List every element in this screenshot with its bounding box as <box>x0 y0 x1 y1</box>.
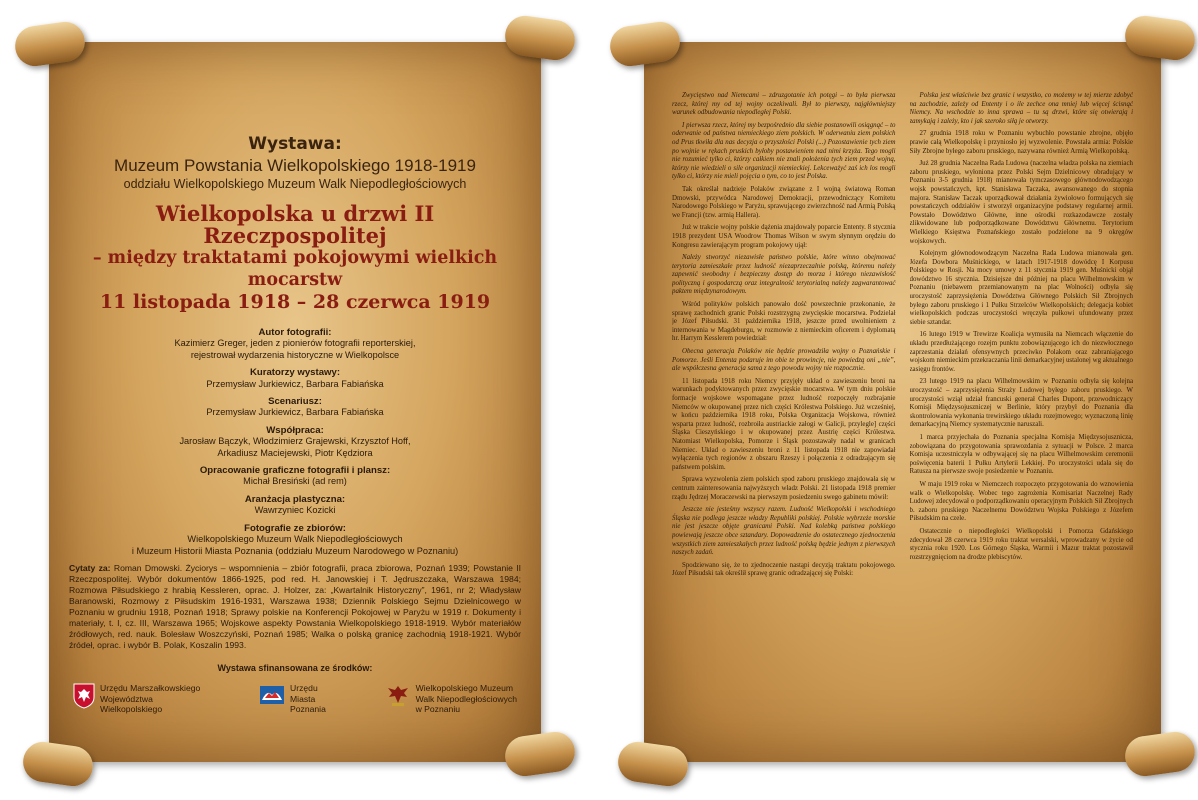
exhibition-heading: Wystawa: <box>248 134 342 154</box>
credit-script <box>69 396 521 419</box>
text-columns <box>672 92 1133 722</box>
text-column-left <box>672 92 896 722</box>
credit-line: Kazimierz Greger, jeden z pionierów fotografii reporterskiej, <box>174 338 416 349</box>
citations <box>69 563 521 651</box>
title-line-1: Wielkopolska u drzwi II Rzeczpospolitej <box>155 201 435 248</box>
paragraph: W maju 1919 roku w Niemczech rozpoczęto przygotowania do wznowienia walk o Wielkopolskę. Wobec tego zagrożenia Komisariat Naczelnej Rady Ludowej zdecydował o podporządkowaniu operacyjnym Polskich Sił Zbrojnych b. zaboru pruskiego Naczelnemu Dowództwu Wojska Polskiego z Józefem Piłsudskim na czele. <box>909 480 1133 523</box>
credit-line: Jarosław Bączyk, Włodzimierz Grajewski, Krzysztof Hoff, <box>179 436 411 447</box>
sponsor-line: Miasta <box>290 693 316 704</box>
credit-line: i Muzeum Historii Miasta Poznania (oddziału Muzeum Narodowego w Poznaniu) <box>131 545 459 556</box>
sponsor-museum <box>385 683 517 715</box>
credit-photo-collections <box>69 523 521 557</box>
paragraph: 1 marca przyjechała do Poznania specjalna Komisja Międzysojusznicza, zobowiązana do przygotowania sprawozdania z sytuacji w Polsce. 2 marca Komisja uczestniczyła w odbywającej się na placu Wilhelmowskim ceremonii poświęcenia baterii 1 Pułku Artylerii Lekkiej. Po uroczystości udała się do Ratusza na pierwsze swoje posiedzenie w Poznaniu. <box>909 433 1133 476</box>
left-poster-scroll <box>15 8 575 792</box>
parchment-sheet <box>49 42 541 762</box>
credit-label: Opracowanie graficzne fotografii i plansz: <box>199 465 391 477</box>
credit-label: Scenariusz: <box>268 396 322 408</box>
paragraph: Polska jest właściwie bez granic i wszystko, co możemy w tej mierze zdobyć na zachodzie, zależy od Ententy i o ile zechce ona mniej lub więcej ścisnąć Niemcy. Na wschodzie to inna sprawa – tu są drzwi, które się otwierają i zamykają i zależy, kto i jak szeroko siłą je otworzy. <box>909 92 1133 125</box>
paragraph: Spodziewano się, że to zjednoczenie nastąpi decyzją traktatu pokojowego. Józef Piłsudski tak określił sprawę granic odradzającej się Polski: <box>672 561 896 578</box>
paragraph: Tak określał nadzieje Polaków związane z I wojną światową Roman Dmowski, przywódca Narodowej Demokracji, przewodniczący Komitetu Narodowego Polskiego w Paryżu, sprawującego zwierzchność nad Armią Polską we Francji (tzw. armią Hallera). <box>672 185 896 219</box>
paragraph: Ostatecznie o niepodległości Wielkopolski i Pomorza Gdańskiego zdecydował 28 czerwca 1919 roku traktat wersalski, wprowadzany w życie od stycznia roku 1920. Los Górnego Śląska, Warmii i Mazur traktat pozostawił rozstrzygnięciom na drodze plebiscytów. <box>909 527 1133 561</box>
paragraph: I pierwsza rzecz, której my bezpośrednio dla siebie postanowili osiągnąć – to oderwanie od państwa niemieckiego ziem polskich. W oderwaniu ziem polskich od Prus tkwiła dla nas decyzja o przyszłości Polski (...) Pozostawienie tych ziem po wojnie w rękach pruskich byłoby postawieniem nad nimi krzyża. Tego mogli nie rozumieć tylko ci, którzy całkiem nie znali położenia tych ziem przed wojną, którzy nie wiedzieli o sile organizacji niemieckiej. Lekceważyć zaś ich los mogli tylko ci, którzy nie mieli pojęcia o tym, co to jest Polska. <box>672 121 896 181</box>
credit-line: Przemysław Jurkiewicz, Barbara Fabiańska <box>206 378 384 389</box>
paragraph: 16 lutego 1919 w Trewirze Koalicja wymusiła na Niemcach włączenie do układu przedłużającego rozejm punktu zobowiązującego ich do niezwłocznego zaprzestania działań ofensywnych przeciwko Polakom oraz zabraniającego wojskom niemieckim przekraczania linii demarkacyjnej ustalonej wg aktualnego zasięgu frontów. <box>909 331 1133 373</box>
sponsor-line: w Poznaniu <box>415 704 461 715</box>
sponsor-line: Walk Niepodległościowych <box>415 693 517 704</box>
sponsor-name <box>290 683 326 715</box>
sponsor-line: Poznania <box>290 704 326 715</box>
paragraph: Zwycięstwo nad Niemcami – zdruzgotanie ich potęgi – to była pierwsza rzecz, której my od tej wojny oczekiwali. Był to pierwszy, najgłówniejszy warunek odbudowania niepodległej Polski. <box>672 92 896 117</box>
credit-arrangement <box>69 494 521 517</box>
sponsor-logos <box>69 683 521 715</box>
credit-curators <box>69 367 521 390</box>
citations-text: Roman Dmowski. Życiorys – wspomnienia – zbiór fotografii, praca zbiorowa, Poznań 1939; Powstanie II Rzeczpospolitej. Wybór dokumentów 1866-1925, pod red. H. Janowskiej i T. Jędruszczaka, Warszawa 1984; Rozmowa Piłsudskiego z hrabią Kessleren, oprac. J. Holzer, za: „Kwartalnik Historyczny”, 1961, nr 2; Władysław Baranowski, Rozmowy z Piłsudskim 1916-1931, Warszawa 1938; Dziennik Polskiego Sejmu Dzielnicowego w Poznaniu w grudniu 1918, Poznań 1918; Sprawy polskie na Konferencji Pokojowej w Paryżu w 1919 r. Dokumenty i materiały, t. I, cz. III, Warszawa 1965; Wojskowe aspekty Powstania Wielkopolskiego 1918-1919. Wybór materiałów źródłowych, red. nauk. Bolesław Woszczyński, Poznań 1985; Walka o polską granicę zachodnią 1918-1921. Wybór źródeł, oprac. i wybór B. Polak, Koszalin 1993. <box>69 562 522 650</box>
museum-eagle-icon <box>385 683 411 707</box>
credit-label: Współpraca: <box>266 424 324 436</box>
paragraph: Sprawa wyzwolenia ziem polskich spod zaboru pruskiego znajdowała się w centrum zainteresowania najwyższych władz Polski. 21 listopada 1918 premier rządu Jędrzej Moraczewski na pierwszym posiedzeniu swego gabinetu mówił: <box>672 476 896 501</box>
paragraph: Obecna generacja Polaków nie będzie prowadziła wojny o Poznańskie i Pomorze. Jeśli Ententa podaruje im obie te prowincje, nie powiedzą oni „nie”, ale współczesna generacja sama z tego powodu wojny nie rozpocznie. <box>672 348 896 373</box>
sponsor-name <box>416 683 517 715</box>
title-line-2: – między traktatami pokojowymi wielkich mocarstw <box>92 248 498 290</box>
poznan-city-logo-icon <box>259 683 285 707</box>
title-line-3: 11 listopada 1918 – 28 czerwca 1919 <box>99 291 491 313</box>
sponsor-line: Wielkopolskiego Muzeum <box>415 682 514 693</box>
paragraph: Kolejnym głównodowodzącym Naczelna Rada Ludowa mianowała gen. Józefa Dowbora Muśnickiego, w latach 1917-1918 dowódcę I Korpusu Polskiego w Rosji. Na mocy umowy z 11 stycznia 1919 gen. Muśnicki objął dowództwo 16 stycznia. Dzisiejsze dni później na placu Wilhelmowskim w Poznaniu (niebawem przemianowanym na plac Wolności) odbyła się uroczystość zaprzysiężenia Dowództwa Głównego Polskich Sił Zbrojnych byłego zaboru pruskiego i 1 Pułku Strzelców Wielkopolskich; delegacja kobiet wielkopolskich podczas uroczystości wręczyła pułkowi ufundowany przez siebie sztandar. <box>909 250 1133 326</box>
credit-label: Aranżacja plastyczna: <box>244 493 346 505</box>
paragraph: 23 lutego 1919 na placu Wilhelmowskim w Poznaniu odbyła się kolejna uroczystość – zaprzysiężenia Straży Ludowej byłego zaboru pruskiego. W uroczystości wziął udział francuski generał Charles Dupont, przewodniczący Komisji Międzysojuszniczej w Berlinie, który przybył do Poznania dla skontrolowania wykonania trewirskiego układu rozejmowego; wyznaczoną linię demarkacyjną Niemcy systematycznie naruszali. <box>909 378 1133 429</box>
citations-label: Cytaty za: <box>69 562 111 573</box>
paragraph: 27 grudnia 1918 roku w Poznaniu wybuchło powstanie zbrojne, objęło prawie całą Wielkopolskę i przyniosło jej wyzwolenie. Powstała armia: Polskie Siły Zbrojne byłego zaboru pruskiego, nazywana również Armią Wielkopolską. <box>909 130 1133 155</box>
paragraph: Wśród polityków polskich panowało dość powszechnie przekonanie, że sprawę zachodnich granic Polski rozstrzygną zwycięskie mocarstwa. Podzielał je Józef Piłsudski. 31 października 1918, jeszcze przed uwolnieniem z internowania w Magdeburgu, w rozmowie z niemieckim oficerem i dyplomatą hr. Harrym Kesslerem powiedział: <box>672 301 896 343</box>
sponsor-city-poznan <box>259 683 326 715</box>
credit-line: Michał Bresiński (ad rem) <box>243 476 347 487</box>
paragraph: Już 28 grudnia Naczelna Rada Ludowa (naczelna władza polska na ziemiach zaboru pruskiego, wyłoniona przez Polski Sejm Dzielnicowy obradujący w Poznaniu 3-5 grudnia 1918) mianowała tymczasowego głównodowodzącego wojsk powstańczych, kpt. Stanisława Taczaka, awansowanego do stopnia majora. Stanisław Taczak uporządkował działania żywiołowo formujących się powstańczych oddziałów i stworzył organizacyjne podstawy regularnej armii. Powstało Dowództwo Główne, inne ośrodki rozkazodawcze zostały zlikwidowane lub podporządkowane Dowództwu Głównemu. Terytorium Wielkiego Księstwa Poznańskiego zostało podzielone na 9 okręgów wojskowych. <box>909 160 1133 245</box>
parchment-sheet <box>644 42 1161 762</box>
credit-line: Przemysław Jurkiewicz, Barbara Fabiańska <box>206 407 384 418</box>
eagle-shield-icon <box>73 683 95 709</box>
paragraph: Jeszcze nie jesteśmy wszyscy razem. Ludność Wielkopolski i wschodniego Śląska nie podlega jeszcze władzy Republiki polskiej. Polskie wybrzeże morskie nie jest jeszcze objęte granicami Polski. Nad kolebką państwa polskiego powiewają jeszcze obce sztandary. Dopowadzenie do ostatecznego zjednoczenia wszystkich ziem zamieszkałych przez ludność polską będzie jednym z pierwszych naszych zadań. <box>672 506 896 557</box>
paragraph: Już w trakcie wojny polskie dążenia znajdowały poparcie Ententy. 8 stycznia 1918 prezydent USA Woodrow Thomas Wilson w swym słynnym orędziu do Kongresu zawierającym program pokojowy ujął: <box>672 224 896 249</box>
sponsor-line: Województwa <box>100 693 153 704</box>
sponsor-line: Urzędu Marszałkowskiego <box>100 682 201 693</box>
sponsor-marshal-office <box>73 683 200 715</box>
museum-name: Muzeum Powstania Wielkopolskiego 1918-1919 <box>114 156 476 175</box>
right-content <box>664 90 1141 722</box>
sponsor-line: Urzędu <box>290 682 318 693</box>
paragraph: 11 listopada 1918 roku Niemcy przyjęły układ o zawieszeniu broni na warunkach podyktowanych przez zwycięskie mocarstwa. W tym dniu polskie formacje wojskowe wspomagane przez ludność rozpoczęły rozbrajanie Niemców w okupowanej przez nich części Królestwa Polskiego. Już wcześniej, w końcu października 1918 roku, Polska Organizacja Wojskowa, również wsparta przez ludność, rozbroiła austriackie załogi w Galicji, przylegle] części Śląska Cieszyńskiego i w okupowanej przez Austrię części Królestwa. Natomiast Wielkopolska, Pomorze i Śląsk pozostawały nadal w granicach Niemiec. Układ o zawieszeniu broni z 11 listopada 1918 nie zapowiadał wyłączenia tych regionów z obszaru Rzeszy i połączenia z odradzającym się państwem polskim. <box>672 377 896 471</box>
credit-label: Kuratorzy wystawy: <box>249 367 341 379</box>
credit-graphic-design <box>69 465 521 488</box>
credit-label: Autor fotografii: <box>258 327 332 338</box>
paragraph: Należy stworzyć niezawisłe państwo polskie, które winno obejmować terytoria zamieszkałe przez ludność niezaprzeczalnie polską, któremu należy zapewnić swobodny i bezpieczny dostęp do morza i którego niezawisłość polityczną i gospodarczą oraz integralność terytorialną należy zagwarantować paktem międzynarodowym. <box>672 254 896 296</box>
credit-line: Wielkopolskiego Muzeum Walk Niepodległościowych <box>187 534 403 545</box>
credits-list <box>69 327 521 557</box>
credit-line: rejestrował wydarzenia historyczne w Wielkopolsce <box>190 349 400 360</box>
credit-label: Fotografie ze zbiorów: <box>244 522 346 534</box>
museum-branch: oddziału Wielkopolskiego Muzeum Walk Niepodległościowych <box>123 177 467 191</box>
credit-line: Arkadiusz Maciejewski, Piotr Kędziora <box>217 447 373 458</box>
funding-label: Wystawa sfinansowana ze środków: <box>217 662 373 673</box>
sponsor-name <box>100 683 200 715</box>
credit-line: Wawrzyniec Kozicki <box>254 505 336 516</box>
right-poster-scroll <box>610 8 1195 792</box>
left-content <box>69 94 521 722</box>
exhibition-title <box>69 203 521 313</box>
credit-photo-author <box>69 327 521 361</box>
credit-cooperation <box>69 425 521 459</box>
text-column-right <box>910 92 1134 722</box>
sponsor-line: Wielkopolskiego <box>100 704 163 715</box>
